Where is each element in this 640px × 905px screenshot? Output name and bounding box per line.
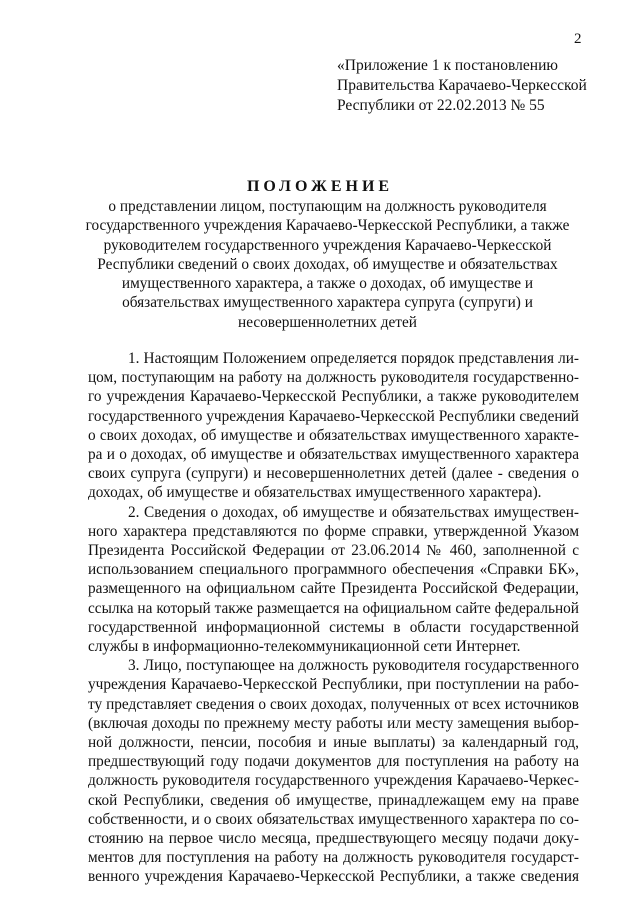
- appendix-line: Республики от 22.02.2013 № 55: [337, 97, 545, 114]
- body-line: венного учреждения Карачаево-Черкесской Республики, а также сведения: [88, 868, 579, 886]
- body-line: стоянию на первое число месяца, предшествующего месяцу подачи доку-: [88, 830, 579, 848]
- body-line: собственности, и о своих обязательствах имущественного характера по со-: [88, 810, 579, 828]
- body-line: 1. Настоящим Положением определяется порядок представления ли-: [128, 350, 579, 367]
- paragraph-1: [88, 349, 579, 503]
- body-line: предшествующий году подачи документов для поступления на работу на: [88, 753, 579, 771]
- body-line: о своих доходах, об имуществе и обязательствах имущественного характе-: [88, 426, 579, 444]
- body-line: ра и о доходах, об имуществе и обязательствах имущественного характера: [88, 446, 579, 464]
- appendix-reference: [337, 56, 587, 116]
- body-line: использованием специального программного обеспечения «Справки БК»,: [88, 561, 579, 579]
- body-line: размещенного на официальном сайте Президента Российской Федерации,: [88, 580, 579, 598]
- document-subtitle: [60, 197, 595, 332]
- body-line: (включая доходы по прежнему месту работы или месту замещения выбор-: [88, 714, 579, 732]
- subtitle-line: государственного учреждения Карачаево-Черкесской Республики, а также: [85, 217, 570, 235]
- subtitle-line: имущественного характера, а также о доходах, об имуществе и: [121, 275, 534, 293]
- page-number: 2: [574, 31, 582, 47]
- body-line: ту представляет сведения о своих доходах, полученных от всех источников: [88, 695, 579, 713]
- body-line: государственной информационной системы в области государственной: [88, 618, 579, 636]
- body-line: ссылка на который также размещается на официальном сайте федеральной: [88, 599, 579, 617]
- body-line: ской Республики, сведения об имуществе, принадлежащем ему на праве: [88, 791, 579, 809]
- paragraph-2: [88, 503, 579, 657]
- body-line: Президента Российской Федерации от 23.06.2014 № 460, заполненной с: [88, 542, 579, 560]
- document-title: ПОЛОЖЕНИЕ: [246, 178, 394, 195]
- body-line: своих супруга (супруги) и несовершеннолетних детей (далее - сведения о: [88, 465, 579, 483]
- subtitle-line: несовершеннолетних детей: [238, 313, 417, 331]
- body-line: ного характера представляются по форме справки, утвержденной Указом: [88, 522, 579, 540]
- body-line: ментов для поступления на работу на должность руководителя государст-: [88, 849, 579, 867]
- subtitle-line: обязательствах имущественного характера супруга (супруги) и: [122, 294, 533, 312]
- appendix-line: «Приложение 1 к постановлению: [337, 57, 558, 74]
- body-line: цом, поступающим на работу на должность руководителя государственно-: [88, 369, 579, 387]
- body-line: должность руководителя государственного учреждения Карачаево-Черкес-: [88, 772, 579, 790]
- body-line: государственного учреждения Карачаево-Черкесской Республики сведений: [88, 407, 579, 425]
- paragraph-3: [88, 656, 579, 886]
- appendix-line: Правительства Карачаево-Черкесской: [337, 77, 587, 94]
- body-line: го учреждения Карачаево-Черкесской Республики, а также руководителем: [88, 388, 579, 406]
- body-line: службы в информационно-телекоммуникационной сети Интернет.: [88, 638, 521, 656]
- subtitle-line: Республики сведений о своих доходах, об имуществе и обязательствах: [97, 255, 558, 273]
- subtitle-line: руководителем государственного учреждения Карачаево-Черкесской: [103, 236, 552, 254]
- body-line: ной должности, пенсии, пособия и иные выплаты) за календарный год,: [88, 734, 579, 752]
- document-body: [88, 349, 579, 887]
- body-line: учреждения Карачаево-Черкесской Республики, при поступлении на рабо-: [88, 676, 579, 694]
- subtitle-line: о представлении лицом, поступающим на должность руководителя: [108, 198, 547, 215]
- body-line: 2. Сведения о доходах, об имуществе и обязательствах имуществен-: [128, 503, 579, 521]
- body-line: 3. Лицо, поступающее на должность руководителя государственного: [128, 657, 579, 675]
- body-line: доходах, об имуществе и обязательствах имущественного характера).: [88, 484, 542, 502]
